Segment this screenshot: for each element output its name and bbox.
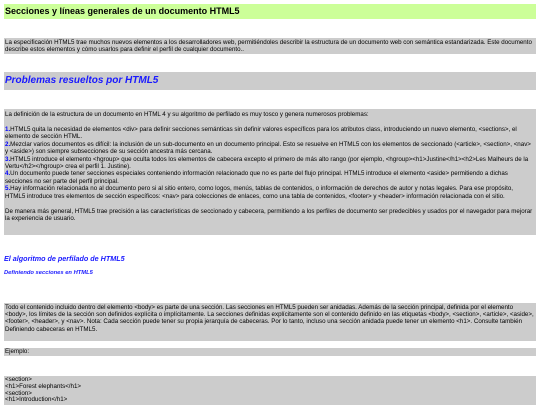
problem-item-5: 5.Hay información relacionada no al documento pero si al sitio entero, como logos, menús, tablas de contenidos, o información de derechos de autor y notas legales. Para ese propósito, HTML5 introduce tres elementos de sección específicos: <nav> para colecciones de enlaces, como una tabla de contenidos, <footer> y <header> información relacionada con el sitio. <box>5 185 514 200</box>
problem-item-4: 4.Un documento puede tener secciones especiales conteniendo información relacionado que no es parte del flujo principal. HTML5 introduce el elemento <aside> permitiendo a dichas secciones no ser parte del perfil principal. <box>5 170 508 185</box>
intro-paragraph: La especificación HTML5 trae muchos nuevos elementos a los desarrolladores web, permitiéndoles describir la estructura de un documento web con semántica estandarizada. Este documento describe estos elementos y cómo usarlos para definir el perfil de cualquier documento.. <box>4 38 536 54</box>
code-example <box>4 376 536 405</box>
problem-item-2: 2.Mezclar varios documentos es difícil: la inclusión de un sub-documento en un documento principal. Esto se resuelve en HTML5 con los elementos de seccionado (<article>, <section>, <nav> y <aside>) son siempre subsecciones de su sección ancestra más cercana. <box>5 140 531 156</box>
problems-closing: De manera más general, HTML5 trae precisión a las características de seccionado y cabecera, permitiendo a los perfiles de documento ser predecibles y usados por el navegador para mejorar la experiencia de usuario. <box>5 207 533 223</box>
problems-section <box>4 109 536 235</box>
code-line: <section> <box>5 389 32 397</box>
algorithm-heading: El algoritmo de perfilado de HTML5 <box>4 254 125 263</box>
code-line: <section> <box>5 376 32 383</box>
problem-item-3: 3.HTML5 introduce el elemento <hgroup> que oculta todos los elementos de cabecera excepto el primero de más alto rango (por ejemplo, <hgroup><h1>Justine</h1><h2>Les Malheurs de la Vertu</h2></hgroup> crea el perfil 1. Justine). <box>5 155 529 170</box>
sections-paragraph: Todo el contenido incluido dentro del elemento <body> es parte de una sección. Las secciones en HTML5 pueden ser anidadas. Además de la sección principal, definida por el elemento <body>, los límites de la sección son definidos explícita o implícitamente. La secciones definidas explícitamente son el contenido definido en las etiquetas <body>, <section>, <article>, <aside>, <footer>, <header>, y <nav>. Nota: Cada sección puede tener su propia jerarquía de cabeceras. Por lo tanto, incluso una sección anidada puede tener un elemento <h1>. Consulte también Definiendo cabeceras en HTML5. <box>4 303 536 341</box>
problems-lead: La definición de la estructura de un documento en HTML 4 y su algoritmo de perfilado es muy tosco y genera numerosos problemas: <box>5 110 369 118</box>
problem-item-1: 1.HTML5 quita la necesidad de elementos <div> para definir secciones semánticas sin definir valores específicos para los atributos class, introduciendo un nuevo elemento, <sections>, el elemento de sección HTML. <box>5 125 517 141</box>
problems-list <box>5 126 535 200</box>
page-title: Secciones y líneas generales de un documento HTML5 <box>4 4 536 19</box>
code-line: <h1>Introduction</h1> <box>5 396 68 404</box>
example-label: Ejemplo: <box>4 348 536 356</box>
problems-heading: Problemas resueltos por HTML5 <box>4 72 536 90</box>
defining-sections-heading: Definiendo secciones en HTML5 <box>4 270 93 276</box>
code-line: <h1>Forest elephants</h1> <box>5 382 82 390</box>
